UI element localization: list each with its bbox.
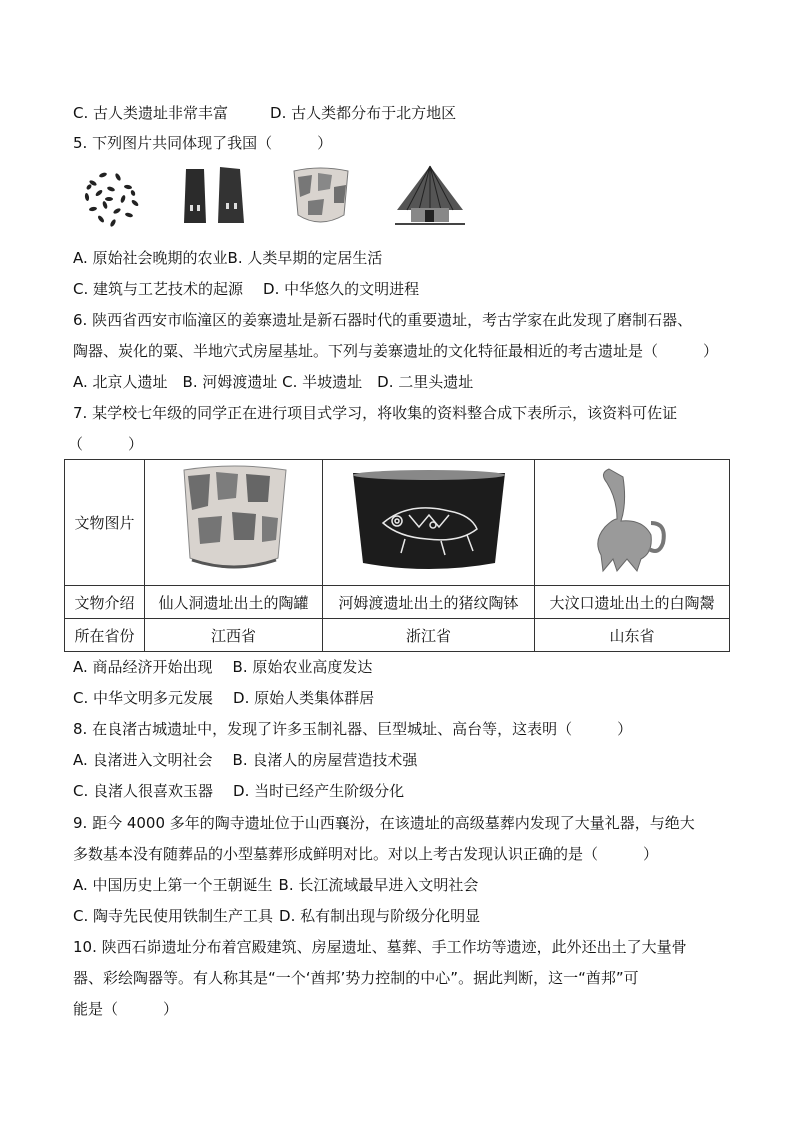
q7-option-a: A. 商品经济开始出现 — [73, 658, 213, 676]
relic-intro-cell: 河姆渡遗址出土的猪纹陶钵 — [323, 586, 535, 619]
q6-options: A. 北京人遗址 B. 河姆渡遗址 C. 半坡遗址 D. 二里头遗址 — [73, 373, 474, 391]
relic-province-row — [65, 619, 730, 652]
xianrendong-jar-image — [145, 460, 323, 586]
hemudu-pig-bowl-image — [323, 460, 535, 586]
q8-option-c: C. 良渚人很喜欢玉器 — [73, 782, 214, 800]
q7-option-d: D. 原始人类集体群居 — [233, 689, 375, 707]
pottery-jar-image — [288, 163, 353, 233]
relic-image-row — [65, 460, 730, 586]
relic-intro-row — [65, 586, 730, 619]
q4-options-cd — [73, 103, 456, 123]
q7-option-c: C. 中华文明多元发展 — [73, 689, 214, 707]
q9-options-cd — [73, 906, 480, 926]
q9-option-d: D. 私有制出现与阶级分化明显 — [279, 907, 481, 925]
q9-option-a: A. 中国历史上第一个王朝诞生 — [73, 876, 273, 894]
relic-intro-label: 文物介绍 — [65, 586, 145, 619]
q7-options-ab — [73, 657, 372, 677]
q5-options-ab — [73, 248, 382, 268]
q5-options-cd — [73, 279, 419, 299]
q9-option-c: C. 陶寺先民使用铁制生产工具 — [73, 907, 274, 925]
relic-province-label: 所在省份 — [65, 619, 145, 652]
q10-stem-line3: 能是（ ） — [73, 1000, 179, 1018]
relic-province-cell: 山东省 — [535, 619, 730, 652]
q4-option-d: D. 古人类都分布于北方地区 — [270, 104, 457, 122]
relic-image-label: 文物图片 — [65, 460, 145, 586]
q7-stem-line2: （ ） — [68, 435, 144, 453]
bone-tools-image — [178, 163, 253, 231]
dawenkou-gui-image — [535, 460, 730, 586]
q5-stem: 5. 下列图片共同体现了我国（ ） — [73, 134, 333, 152]
q8-options-ab — [73, 750, 417, 770]
q5-option-c: C. 建筑与工艺技术的起源 — [73, 280, 244, 298]
q9-options-ab — [73, 875, 478, 895]
relic-table — [64, 459, 730, 652]
q5-option-b: B. 人类早期的定居生活 — [227, 249, 383, 267]
thatched-hut-image — [393, 160, 468, 230]
q9-stem-line2: 多数基本没有随葬品的小型墓葬形成鲜明对比。对以上考古发现认识正确的是（ ） — [73, 845, 659, 863]
q7-stem-line1: 7. 某学校七年级的同学正在进行项目式学习，将收集的资料整合成下表所示，该资料可佐证 — [73, 404, 678, 422]
q8-option-d: D. 当时已经产生阶级分化 — [233, 782, 405, 800]
q7-option-b: B. 原始农业高度发达 — [232, 658, 373, 676]
q5-option-a: A. 原始社会晚期的农业 — [73, 249, 228, 267]
q8-options-cd — [73, 781, 404, 801]
q8-option-a: A. 良渚进入文明社会 — [73, 751, 213, 769]
q8-stem: 8. 在良渚古城遗址中，发现了许多玉制礼器、巨型城址、高台等，这表明（ ） — [73, 720, 633, 738]
relic-intro-cell: 仙人洞遗址出土的陶罐 — [145, 586, 323, 619]
q10-stem-line1: 10. 陕西石峁遗址分布着宫殿建筑、房屋遗址、墓葬、手工作坊等遗迹，此外还出土了大量骨 — [73, 938, 687, 956]
q5-option-d: D. 中华悠久的文明进程 — [263, 280, 420, 298]
q7-options-cd — [73, 688, 374, 708]
q6-stem-line2: 陶器、炭化的粟、半地穴式房屋基址。下列与姜寨遗址的文化特征最相近的考古遗址是（ ） — [73, 342, 719, 360]
q9-stem-line1: 9. 距今 4000 多年的陶寺遗址位于山西襄汾，在该遗址的高级墓葬内发现了大量礼器，与绝大 — [73, 814, 695, 832]
q10-stem-line2: 器、彩绘陶器等。有人称其是“一个‘酋邦’势力控制的中心”。据此判断，这一“酋邦”可 — [73, 969, 639, 987]
grain-seeds-image — [73, 163, 148, 233]
q8-option-b: B. 良渚人的房屋营造技术强 — [232, 751, 418, 769]
q4-option-c: C. 古人类遗址非常丰富 — [73, 104, 229, 122]
relic-province-cell: 江西省 — [145, 619, 323, 652]
relic-province-cell: 浙江省 — [323, 619, 535, 652]
q6-stem-line1: 6. 陕西省西安市临潼区的姜寨遗址是新石器时代的重要遗址，考古学家在此发现了磨制石器、 — [73, 311, 693, 329]
relic-intro-cell: 大汶口遗址出土的白陶鬶 — [535, 586, 730, 619]
q9-option-b: B. 长江流域最早进入文明社会 — [278, 876, 479, 894]
